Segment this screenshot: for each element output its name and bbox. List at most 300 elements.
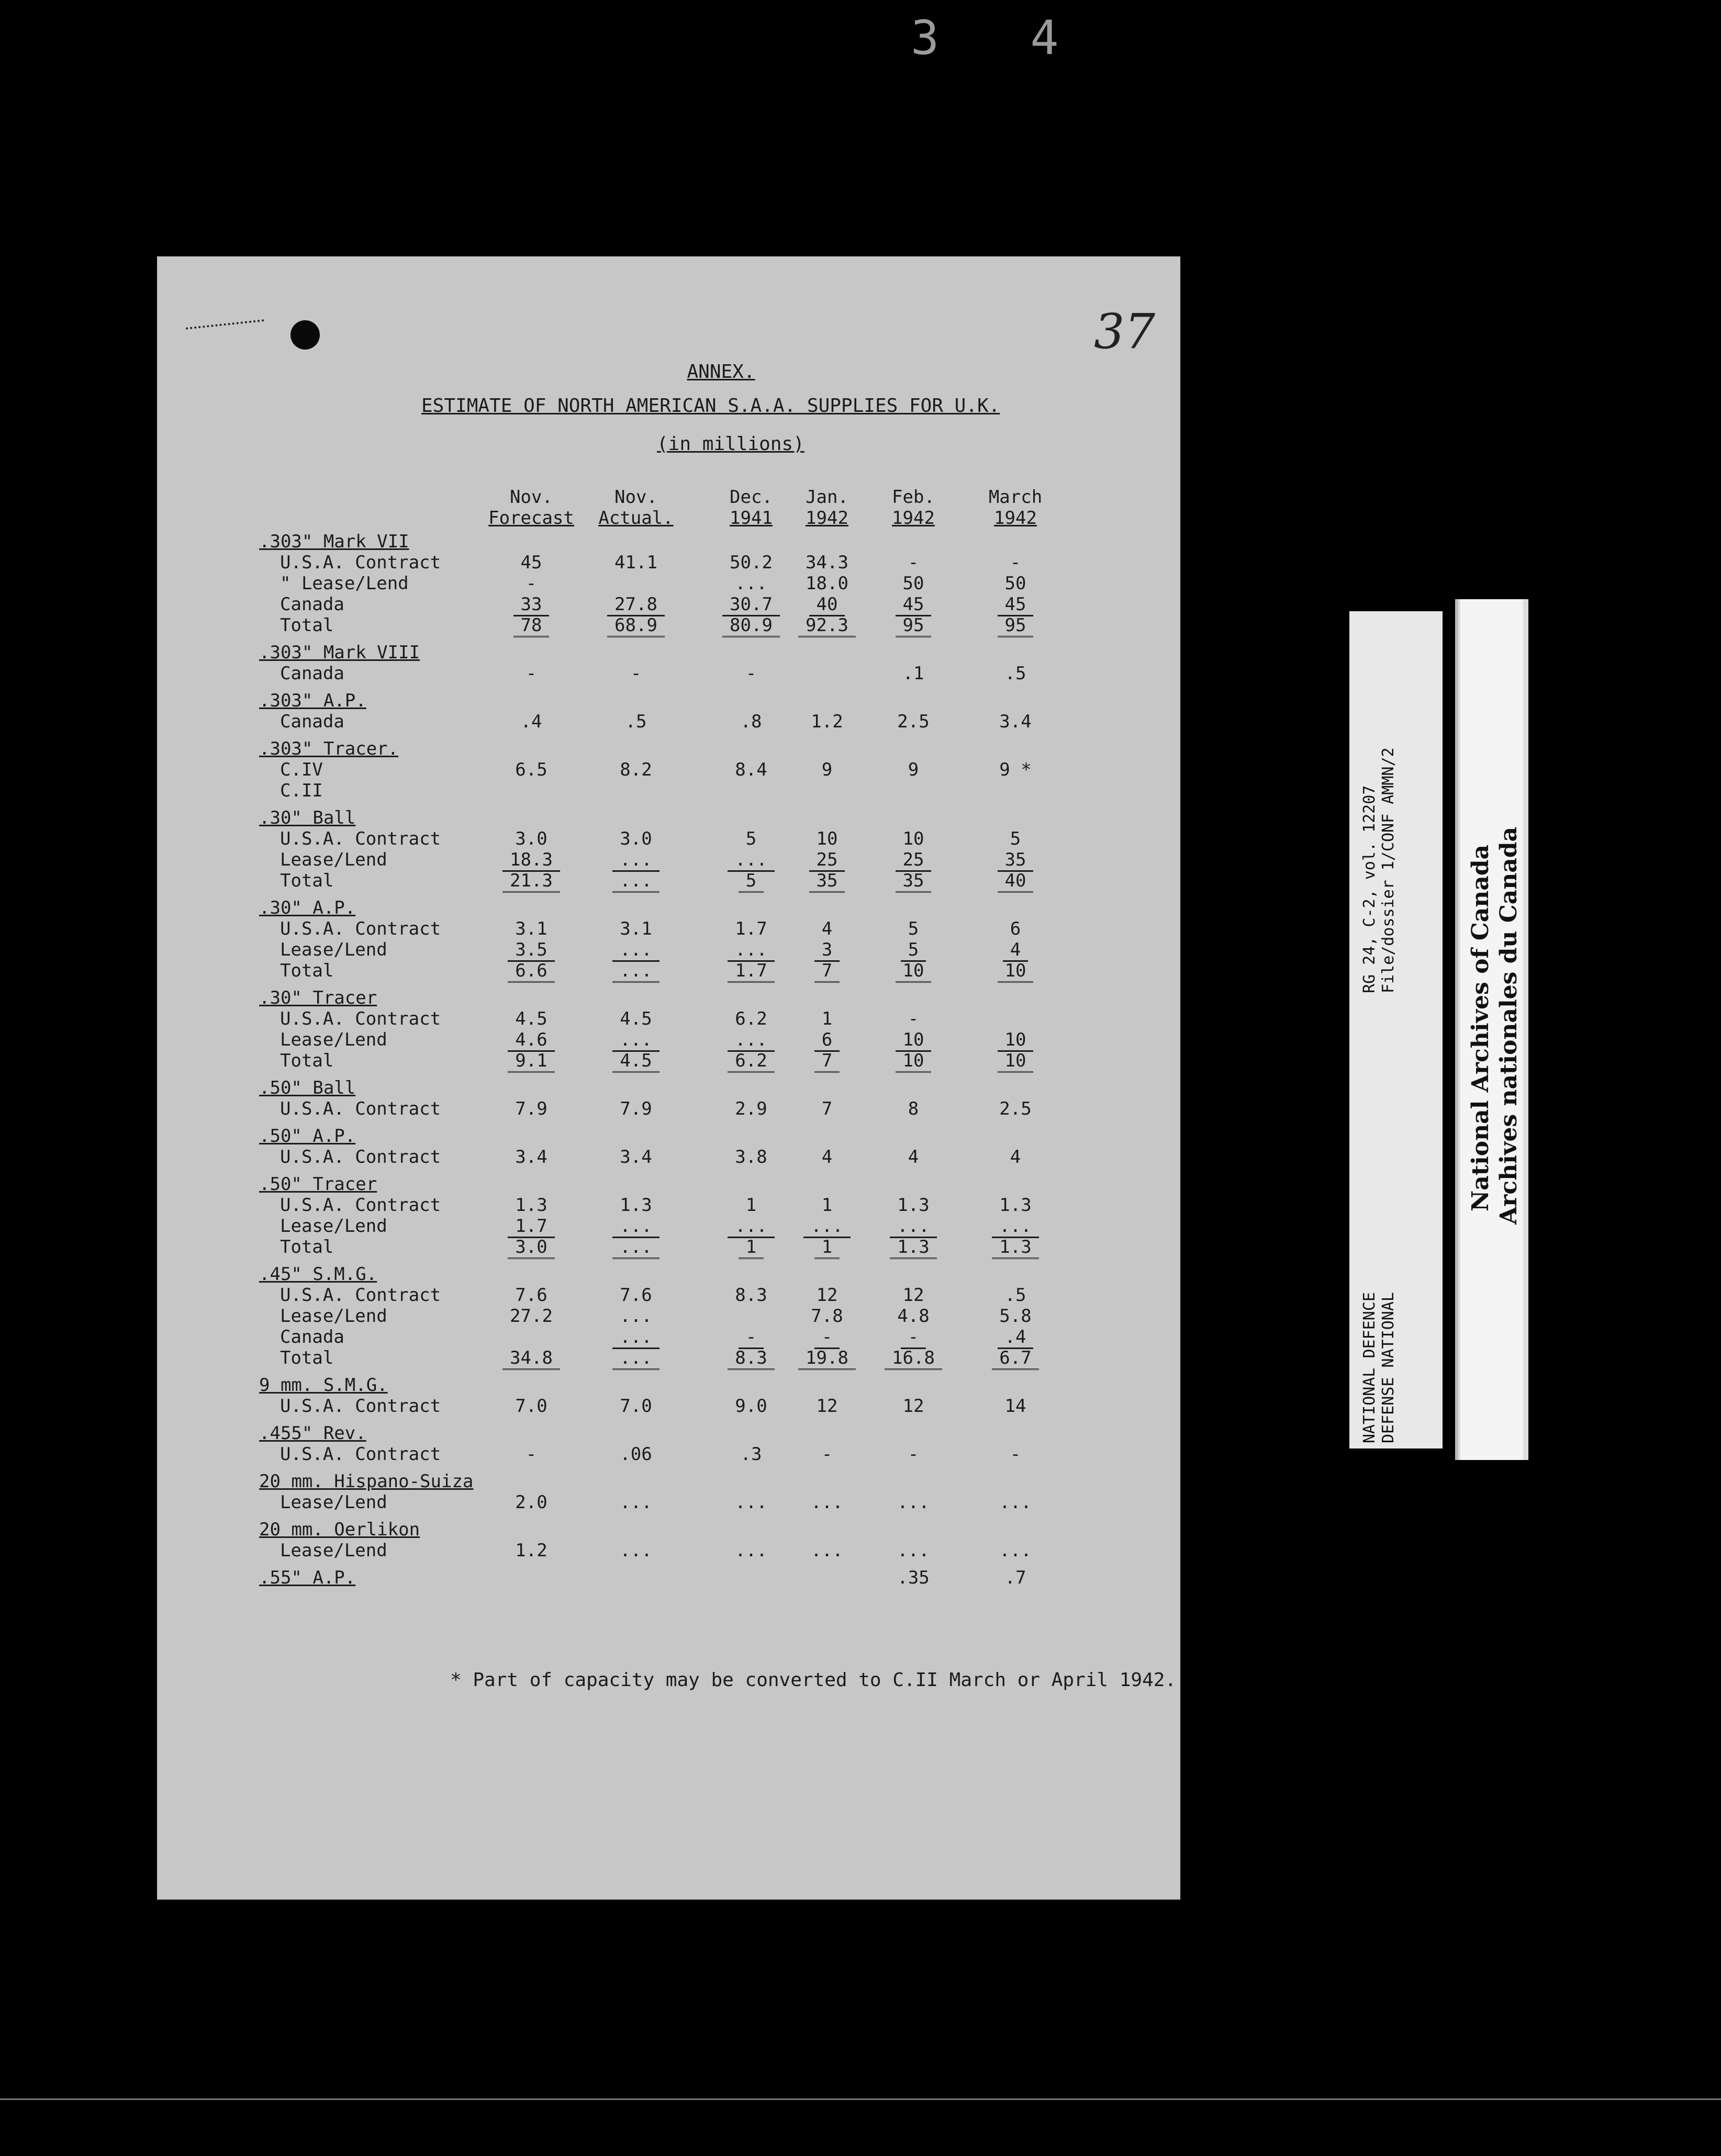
table-cell [487,663,576,684]
table-cell [971,615,1060,636]
cell-value: 4.6 [508,1029,554,1052]
category-heading: .455" Rev. [259,1423,366,1444]
cell-value: 1.7 [728,960,774,983]
row-label: " Lease/Lend [280,573,409,594]
table-cell [783,1216,871,1237]
cell-value: 25 [896,849,932,872]
cell-value: 50.2 [730,552,773,573]
table-cell [591,615,680,636]
cell-value: 1 [821,1008,833,1029]
cell-value: - [821,1444,833,1465]
cell-value: 5 [908,918,919,939]
table-row [157,759,1180,780]
row-label: Total [280,615,334,636]
table-row [157,1098,1180,1119]
row-label: U.S.A. Contract [280,1195,441,1216]
table-cell [591,960,680,981]
cell-value: 30.7 [722,594,780,616]
cell-value: 35 [809,870,845,893]
column-header-line2: Forecast [488,508,574,529]
table-cell [869,1237,958,1257]
table-row [157,1029,1180,1050]
cell-value: - [1010,1444,1021,1465]
cell-value: 34.3 [806,552,848,573]
cell-value: 7 [814,1050,840,1073]
table-row [157,1008,1180,1029]
cell-value: 12 [902,1285,924,1306]
cell-value: 3.1 [515,918,547,939]
table-cell [869,1396,958,1417]
cell-value: 1.3 [897,1195,930,1216]
cell-value: .7 [1004,1567,1026,1588]
cell-value: 27.2 [510,1306,553,1327]
table-row [157,1126,1180,1147]
row-label: Canada [280,594,344,615]
cell-value: 3.8 [735,1147,767,1167]
table-row [157,1519,1180,1540]
cell-value: - [908,1008,919,1029]
table-cell [869,960,958,981]
row-label: C.II [280,780,323,801]
column-header-line1: March [988,487,1043,508]
table-row [157,1306,1180,1327]
category-heading: .303" Mark VII [259,531,409,552]
row-label: Canada [280,1327,344,1347]
table-cell [869,1567,958,1588]
table-cell [869,1195,958,1216]
table-cell [869,1492,958,1513]
table-cell [971,1098,1060,1119]
cell-value: 10 [998,1029,1034,1052]
table-cell [591,1008,680,1029]
cell-value: 1 [739,1237,764,1259]
cell-value: 9 * [999,759,1032,780]
table-cell [591,828,680,849]
cell-value: 50 [1004,573,1026,594]
cell-value: ... [612,1347,659,1370]
table-row [157,531,1180,552]
cell-value: ... [612,939,659,962]
column-header-line1: Feb. [892,487,935,508]
cell-value: 19.8 [798,1347,856,1370]
cell-value: 12 [816,1396,838,1417]
cell-value: 10 [998,960,1034,983]
cell-value: 7 [821,1098,833,1119]
cell-value: 95 [998,615,1034,637]
table-row [157,1174,1180,1195]
table-cell [783,1029,871,1050]
table-cell [487,759,576,780]
cell-value: 3.4 [515,1147,547,1167]
cell-value: ... [612,1216,659,1238]
cell-value: 4.5 [612,1050,659,1073]
table-cell [869,1008,958,1029]
cell-value: ... [735,1540,767,1561]
table-row [157,849,1180,870]
table-cell [971,1147,1060,1167]
cell-value: 25 [809,849,845,872]
cell-value: - [526,663,537,684]
table-cell [487,1029,576,1050]
cell-value: 1 [821,1195,833,1216]
row-label: U.S.A. Contract [280,1396,441,1417]
category-heading: .30" Ball [259,807,356,828]
row-label: Lease/Lend [280,1216,387,1237]
table-cell [783,1492,871,1513]
cell-value: 1.3 [890,1237,936,1259]
reference-line-1: RG 24, C-2, vol. 12207 [1360,785,1379,993]
category-heading: .303" Mark VIII [259,642,420,663]
table-cell [591,1216,680,1237]
table-cell [869,939,958,960]
table-row [157,1423,1180,1444]
table-cell [869,594,958,615]
table-row [157,807,1180,828]
cell-value: 45 [520,552,542,573]
column-header [474,487,589,529]
table-cell [971,828,1060,849]
cell-value: 9 [908,759,919,780]
cell-value: - [526,1444,537,1465]
table-cell [487,918,576,939]
table-cell [869,663,958,684]
cell-value: ... [612,849,659,872]
cell-value: 1.2 [811,711,843,732]
cell-value: 3.4 [999,711,1032,732]
cell-value: 6.2 [735,1008,767,1029]
table-cell [591,849,680,870]
row-label: U.S.A. Contract [280,828,441,849]
cell-value: .06 [620,1444,652,1465]
table-row [157,615,1180,636]
reference-line-2: File/dossier 1/CONF AMMN/2 [1379,747,1398,993]
table-row [157,939,1180,960]
table-row [157,987,1180,1008]
department-line-2: DEFENSE NATIONAL [1379,1292,1398,1443]
cell-value: 7.8 [811,1306,843,1327]
table-cell [869,1327,958,1347]
cell-value: - [901,1327,926,1349]
cell-value: - [630,663,642,684]
table-cell [869,1050,958,1071]
cell-value: - [526,573,537,594]
cell-value: 6 [814,1029,840,1052]
table-row [157,642,1180,663]
table-cell [591,663,680,684]
cell-value: 3.1 [620,918,652,939]
punch-hole [290,320,320,350]
table-cell [869,1029,958,1050]
cell-value: 4 [1003,939,1028,962]
table-row [157,870,1180,891]
row-label: Total [280,1237,334,1257]
cell-value: 40 [809,594,845,616]
table-cell [783,849,871,870]
archive-name-panel [1460,599,1523,1460]
cell-value: 1 [814,1237,840,1259]
table-cell [783,552,871,573]
table-row [157,918,1180,939]
table-cell [591,1306,680,1327]
table-cell [869,711,958,732]
cell-value: - [739,1327,764,1349]
cell-value: 18.0 [806,573,848,594]
table-cell [783,870,871,891]
cell-value: - [1010,552,1021,573]
cell-value: 5.8 [999,1306,1032,1327]
table-cell [869,849,958,870]
cell-value: 4 [908,1147,919,1167]
table-row [157,1471,1180,1492]
cell-value: .5 [625,711,647,732]
table-cell [971,1327,1060,1347]
category-heading: 20 mm. Oerlikon [259,1519,420,1540]
cell-value: 7.0 [620,1396,652,1417]
table-cell [783,1396,871,1417]
table-cell [783,960,871,981]
table-row [157,573,1180,594]
cell-value: .5 [1004,663,1026,684]
row-label: Total [280,960,334,981]
table-cell [869,1347,958,1368]
cell-value: 1.2 [515,1540,547,1561]
table-cell [707,663,796,684]
cell-value: 4 [1010,1147,1021,1167]
table-cell [487,1492,576,1513]
table-cell [783,711,871,732]
cell-value: 3.0 [620,828,652,849]
table-cell [783,1008,871,1029]
cell-value: 4.8 [897,1306,930,1327]
cell-value: .5 [1004,1285,1026,1306]
cell-value: 10 [816,828,838,849]
cell-value: 41.1 [614,552,657,573]
cell-value: 33 [513,594,550,616]
cell-value: ... [612,960,659,983]
table-cell [591,1050,680,1071]
table-cell [971,1285,1060,1306]
cell-value: 78 [513,615,550,637]
archive-reference-slip [1349,611,1443,1448]
row-label: C.IV [280,759,323,780]
table-cell [783,1444,871,1465]
cell-value: 7.6 [515,1285,547,1306]
table-cell [971,870,1060,891]
cell-value: ... [612,870,659,893]
cell-value: 2.9 [735,1098,767,1119]
cell-value: ... [620,1492,652,1513]
category-heading: .303" Tracer. [259,738,399,759]
table-cell [487,573,576,594]
table-row [157,1195,1180,1216]
table-cell [591,1098,680,1119]
cell-value: 8.2 [620,759,652,780]
cell-value: 1.3 [620,1195,652,1216]
table-cell [971,711,1060,732]
table-cell [971,1029,1060,1050]
cell-value: 6 [1010,918,1021,939]
cell-value: 6.7 [992,1347,1038,1370]
table-cell [591,939,680,960]
cell-value: 35 [998,849,1034,872]
subtitle-text: (in millions) [657,433,804,455]
cell-value: 21.3 [502,870,560,893]
page-number: 37 [1094,304,1156,360]
table-cell [783,1147,871,1167]
cell-value: 68.9 [607,615,665,637]
category-heading: .55" A.P. [259,1567,356,1588]
cell-value: 1.7 [735,918,767,939]
table-cell [971,552,1060,573]
table-cell [869,1306,958,1327]
table-cell [971,1540,1060,1561]
column-header [958,487,1073,529]
table-cell [971,1237,1060,1257]
cell-value: ... [897,1540,930,1561]
cell-value: 5 [1010,828,1021,849]
table-cell [487,594,576,615]
table-cell [971,918,1060,939]
cell-value: - [745,663,757,684]
table-cell [487,828,576,849]
cell-value: 16.8 [885,1347,942,1370]
cell-value: 4 [821,918,833,939]
cell-value: .4 [520,711,542,732]
cell-value: 7.6 [620,1285,652,1306]
table-cell [971,1567,1060,1588]
cell-value: 6.5 [515,759,547,780]
row-label: Lease/Lend [280,1492,387,1513]
column-header-line2: 1942 [892,508,935,529]
table-cell [591,1347,680,1368]
table-cell [487,1540,576,1561]
table-cell [869,1216,958,1237]
column-header-line2: 1942 [806,508,848,529]
cell-value: 1 [745,1195,757,1216]
cell-value: 12 [816,1285,838,1306]
table-row [157,1264,1180,1285]
table-cell [971,939,1060,960]
table-row [157,1147,1180,1167]
cell-value: 10 [896,960,932,983]
cell-value: 1.3 [999,1195,1032,1216]
table-cell [487,552,576,573]
table-row [157,1077,1180,1098]
table-cell [591,870,680,891]
row-label: Total [280,1050,334,1071]
cell-value: 40 [998,870,1034,893]
cell-value: 3.0 [508,1237,554,1259]
table-cell [869,1098,958,1119]
table-cell [869,552,958,573]
cell-value: 10 [896,1050,932,1073]
cell-value: 92.3 [798,615,856,637]
cell-value: 8.4 [735,759,767,780]
cell-value: ... [992,1216,1038,1238]
table-cell [783,1347,871,1368]
table-cell [487,1237,576,1257]
footnote: * Part of capacity may be converted to C.II March or April 1942. [450,1669,1177,1691]
cell-value: ... [612,1029,659,1052]
cell-value: ... [890,1216,936,1238]
table-cell [869,918,958,939]
table-cell [783,1098,871,1119]
row-label: Lease/Lend [280,849,387,870]
table-cell [869,615,958,636]
table-cell [971,594,1060,615]
row-label: Total [280,1347,334,1368]
cell-value: ... [999,1492,1032,1513]
table-cell [783,828,871,849]
table-row [157,1567,1180,1588]
cell-value: 18.3 [502,849,560,872]
cell-value: 34.8 [502,1347,560,1370]
cell-value: 2.0 [515,1492,547,1513]
table-cell [971,1347,1060,1368]
table-cell [487,849,576,870]
cell-value: 7.9 [515,1098,547,1119]
column-header-line2: Actual. [598,508,674,529]
table-row [157,1375,1180,1396]
table-cell [971,1050,1060,1071]
table-cell [591,711,680,732]
table-cell [783,1327,871,1347]
table-cell [783,918,871,939]
cell-value: ... [811,1492,843,1513]
cell-value: 10 [896,1029,932,1052]
table-row [157,897,1180,918]
table-row [157,594,1180,615]
table-cell [783,1306,871,1327]
table-row [157,552,1180,573]
column-header-line1: Nov. [510,487,553,508]
table-cell [971,1492,1060,1513]
cell-value: 95 [896,615,932,637]
cell-value: ... [612,1237,659,1259]
table-cell [783,1285,871,1306]
cell-value: ... [728,1216,774,1238]
table-cell [591,1444,680,1465]
table-row [157,828,1180,849]
cell-value: .35 [897,1567,930,1588]
table-row [157,690,1180,711]
cell-value: ... [728,849,774,872]
table-cell [869,870,958,891]
table-cell [487,1396,576,1417]
table-cell [591,1285,680,1306]
table-cell [869,1444,958,1465]
cell-value: ... [735,573,767,594]
table-row [157,1444,1180,1465]
table-row [157,663,1180,684]
table-cell [783,759,871,780]
table-cell [783,1050,871,1071]
cell-value: ... [735,1492,767,1513]
table-cell [971,759,1060,780]
document-sheet [157,256,1180,1900]
table-cell [783,594,871,615]
cell-value: ... [612,1327,659,1349]
cell-value: 6.2 [728,1050,774,1073]
table-row [157,1237,1180,1257]
cell-value: 1.7 [508,1216,554,1238]
cell-value: ... [897,1492,930,1513]
table-cell [591,1492,680,1513]
row-label: Canada [280,711,344,732]
row-label: U.S.A. Contract [280,1285,441,1306]
column-header [856,487,971,529]
table-cell [487,1444,576,1465]
